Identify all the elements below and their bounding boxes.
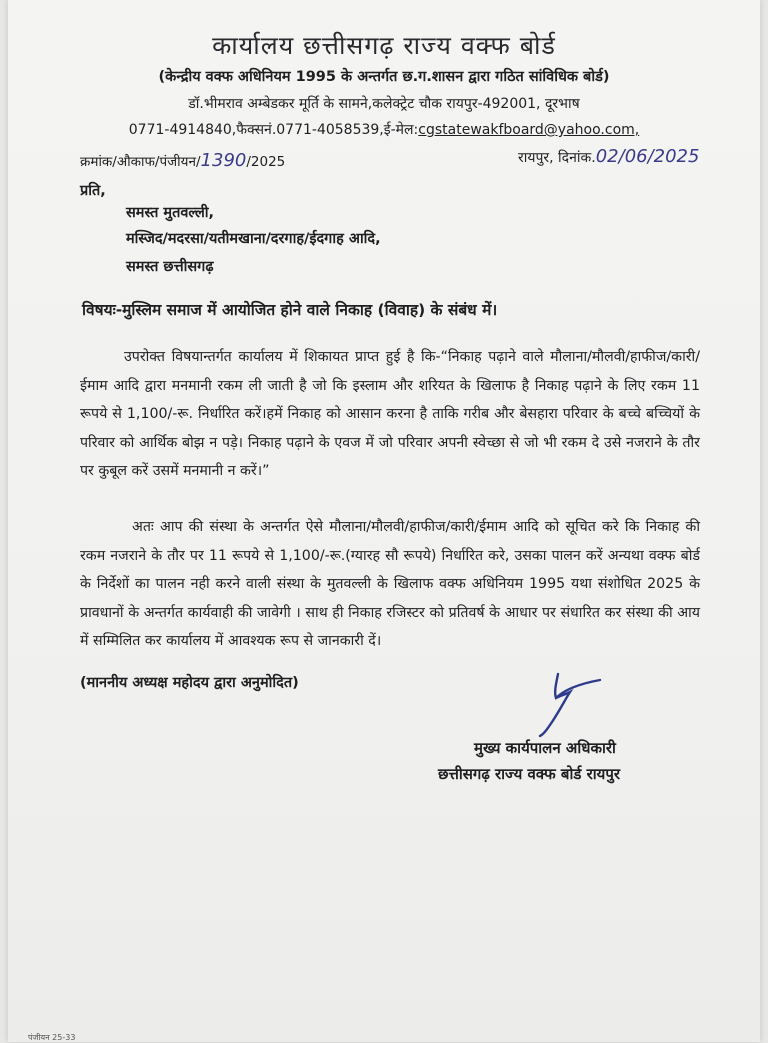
recipient-salutation: प्रति, — [80, 183, 106, 199]
office-contact — [8, 120, 760, 139]
date-label: रायपुर, दिनांक. — [518, 150, 596, 166]
date-handwritten-value: 02/06/2025 — [595, 146, 700, 167]
reference-number — [80, 150, 285, 171]
recipient-line-2: मस्जिद/मदरसा/यतीमखाना/दरगाह/ईदगाह आदि, — [126, 231, 381, 247]
signatory-designation: मुख्य कार्यपालन अधिकारी — [474, 739, 616, 757]
contact-phone-fax: 0771-4914840,फैक्सनं.0771-4058539,ई-मेल: — [128, 122, 419, 138]
signature-icon — [526, 670, 616, 740]
reference-prefix: क्रमांक/औकाफ/पंजीयन/ — [80, 154, 201, 170]
office-title: कार्यालय छत्तीसगढ़ राज्य वक्फ बोर्ड — [212, 31, 556, 60]
recipient-line-3: समस्त छत्तीसगढ़ — [126, 259, 214, 275]
recipient-line-1: समस्त मुतवल्ली, — [126, 205, 215, 221]
footer-note: पंजीयन 25-33 — [28, 1033, 76, 1042]
reference-suffix: /2025 — [246, 154, 286, 170]
letter-date — [518, 146, 699, 167]
office-address: डॉ.भीमराव अम्बेडकर मूर्ति के सामने,कलेक्ट्रेट चौक रायपुर-492001, दूरभाष — [188, 96, 580, 112]
body-paragraph-1: उपरोक्त विषयान्तर्गत कार्यालय में शिकायत प्राप्त हुई है कि-“निकाह पढ़ाने वाले मौलाना/मौलवी/हाफीज/कारी/ईमाम आदि द्वारा मनमानी रकम ली जाती है जो कि इस्लाम और शरियत के खिलाफ है निकाह पढ़ाने के लिए रकम 11 रूपये से 1,100/-रू. निर्धारित करें।हमें निकाह को आसान करना है ताकि गरीब और बेसहारा परिवार के बच्चे बच्चियों के परिवार को आर्थिक बोझ न पड़े। निकाह पढ़ाने के एवज में जो परिवार अपनी स्वेच्छा से जो भी रकम दे उसे नजराने के तौर पर कुबूल करें उसमें मनमानी न करें।” — [80, 349, 700, 479]
approval-note: (माननीय अध्यक्ष महोदय द्वारा अनुमोदित) — [80, 675, 299, 691]
letter-page — [8, 0, 760, 1042]
contact-email: cgstatewakfboard@yahoo.com, — [418, 122, 640, 138]
letter-subject: विषयः-मुस्लिम समाज में आयोजित होने वाले निकाह (विवाह) के संबंध में। — [82, 301, 498, 319]
signatory-organization: छत्तीसगढ़ राज्य वक्फ बोर्ड रायपुर — [438, 765, 620, 783]
statutory-subtitle: (केन्द्रीय वक्फ अधिनियम 1995 के अन्तर्गत छ.ग.शासन द्वारा गठित सांविधिक बोर्ड) — [158, 69, 610, 85]
body-paragraph-2: अतः आप की संस्था के अन्तर्गत ऐसे मौलाना/मौलवी/हाफीज/कारी/ईमाम आदि को सूचित करे कि निकाह की रकम नजराने के तौर पर 11 रूपये से 1,100/-रू.(ग्यारह सौ रूपये) निर्धारित करे, उसका पालन करें अन्यथा वक्फ बोर्ड के निर्देशों का पालन नही करने वाली संस्था के मुतवल्ली के खिलाफ वक्फ अधिनियम 1995 यथा संशोधित 2025 के प्रावधानों के अन्तर्गत कार्यवाही की जावेगी । साथ ही निकाह रजिस्टर को प्रतिवर्ष के आधार पर संधारित कर संस्था की आय में सम्मिलित कर कार्यालय में आवश्यक रूप से जानकारी दें। — [80, 519, 700, 649]
reference-handwritten-number: 1390 — [200, 150, 247, 171]
